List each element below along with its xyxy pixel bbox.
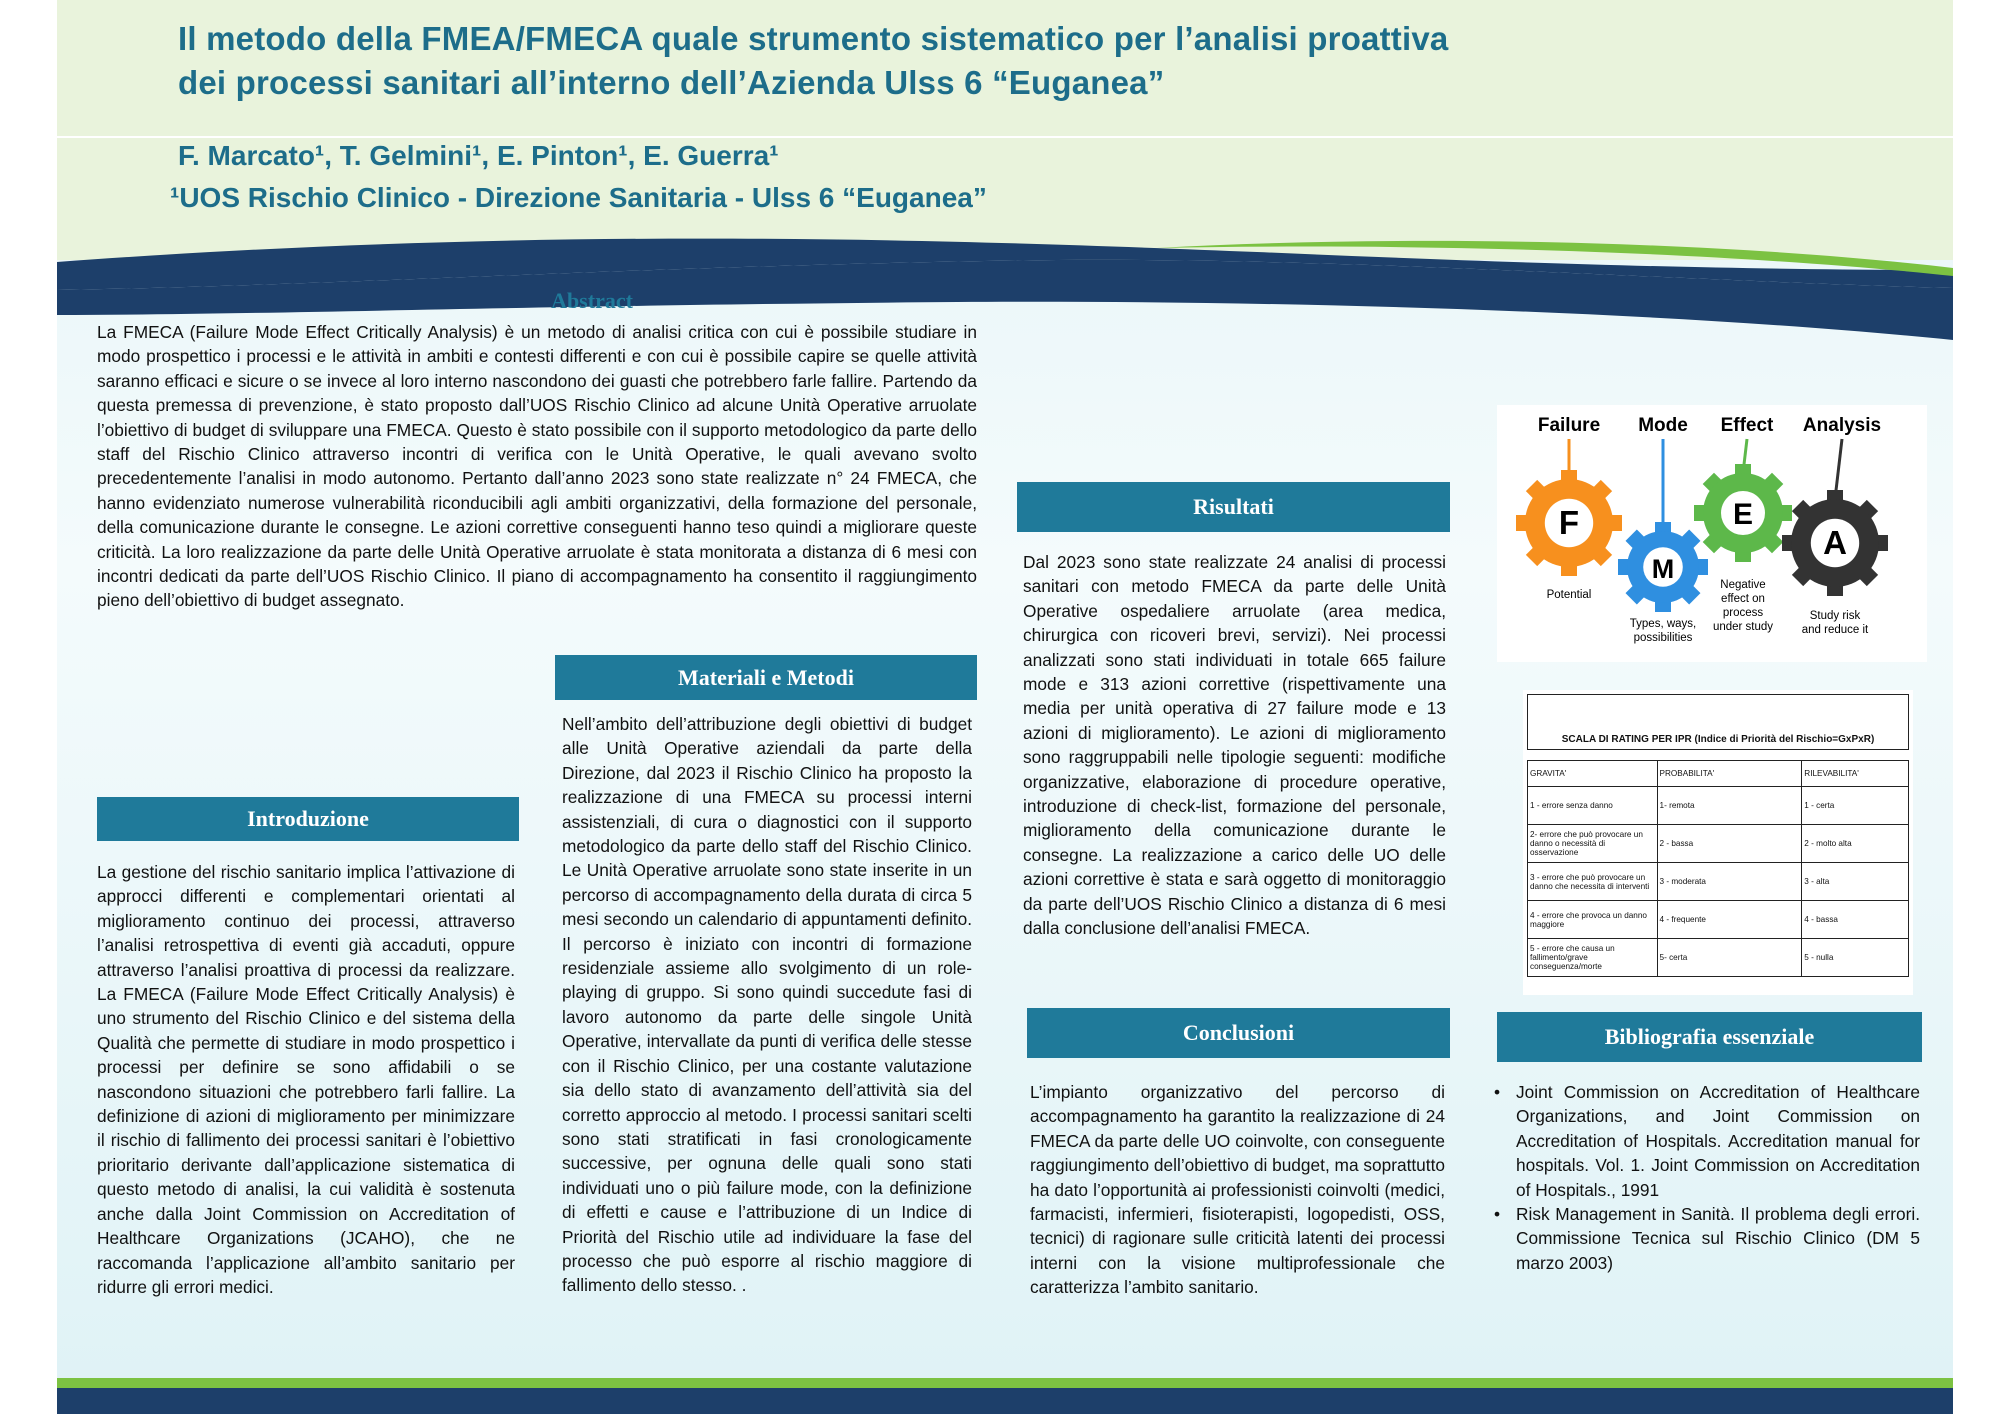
divider	[57, 136, 1953, 138]
table-row	[1528, 787, 1909, 825]
risultati-heading: Risultati	[1017, 482, 1450, 532]
cell: 1 - errore senza danno	[1528, 787, 1658, 825]
conclusioni-heading: Conclusioni	[1027, 1008, 1450, 1058]
gear-letter: M	[1651, 554, 1675, 584]
cell: 4 - errore che provoca un danno maggiore	[1528, 901, 1658, 939]
materiali-heading: Materiali e Metodi	[555, 655, 977, 700]
header	[57, 0, 1953, 260]
gear-title: Effect	[1720, 415, 1774, 436]
cell: 2 - bassa	[1657, 825, 1802, 863]
gear-caption: process	[1722, 607, 1764, 619]
header-cell: GRAVITA'	[1528, 761, 1658, 787]
gear-caption: effect on	[1721, 593, 1765, 605]
gear-caption: under study	[1712, 621, 1774, 633]
gear-letter: A	[1823, 524, 1847, 561]
bibliography-item: • Risk Management in Sanità. Il problema degli errori. Commissione Tecnica sul Rischio Clinico (DM 5 marzo 2003)	[1490, 1202, 1920, 1275]
authors: F. Marcato¹, T. Gelmini¹, E. Pinton¹, E. Guerra¹	[178, 140, 779, 171]
introduzione-text: La gestione del rischio sanitario implica l’attivazione di approcci differenti e complementari orientati al miglioramento continuo dei processi, attraverso l’analisi retrospettiva di eventi già accaduti, oppure attraverso l’analisi proattiva di processi da realizzare. La FMECA (Failure Mode Effect Critically Analysis) è uno strumento del Rischio Clinico e del sistema della Qualità che permette di studiare in modo prospettico i processi per definire se sono affidabili o se nascondono situazioni che potrebbero farli fallire. La definizione di azioni di miglioramento per minimizzare il rischio di fallimento dei processi sanitari è l’obiettivo prioritario derivante dall’applicazione sistematica di questo metodo di analisi, la cui validità è sostenuta anche dalla Joint Commission on Accreditation of Healthcare Organizations (JCAHO), che ne raccomanda l’applicazione all’ambito sanitario per ridurre gli errori medici.	[97, 862, 515, 1297]
header-cell: RILEVABILITA'	[1802, 761, 1909, 787]
table-row	[1528, 939, 1909, 977]
poster	[57, 0, 1953, 1414]
introduzione-heading: Introduzione	[97, 797, 519, 841]
cell: 5 - errore che causa un fallimento/grave conseguenza/morte	[1528, 939, 1658, 977]
cell: 5 - nulla	[1802, 939, 1909, 977]
bibliografia-heading: Bibliografia essenziale	[1497, 1012, 1922, 1062]
gear-title: Analysis	[1802, 415, 1882, 436]
gear-letter: F	[1558, 504, 1580, 541]
cell: 3 - alta	[1802, 863, 1909, 901]
gear-caption: Types, ways,	[1629, 618, 1697, 630]
gear-caption: possibilities	[1633, 632, 1693, 644]
risultati-text: Dal 2023 sono state realizzate 24 analisi di processi sanitari con metodo FMECA da parte delle Unità Operative ospedaliere arruolate (area medica, chirurgica con ricoveri brevi, servizi). Nei processi analizzati sono stati individuati in totale 665 failure mode e 313 azioni correttive (rispettivamente una media per unità operativa di 27 failure mode e 13 azioni di miglioramento). Le azioni di miglioramento sono raggruppabili nelle tipologie seguenti: modifiche organizzative, elaborazione di procedure operative, introduzione di check-list, formazione del personale, miglioramento della comunicazione durante le consegne. La realizzazione a carico delle UO delle azioni correttive è stata e sarà oggetto di monitoraggio da parte dell’UOS Rischio Clinico a distanza di 6 mesi dalla conclusione dell’analisi FMECA.	[1023, 552, 1446, 939]
cell: 4 - frequente	[1657, 901, 1802, 939]
cell: 3 - moderata	[1657, 863, 1802, 901]
cell: 1 - certa	[1802, 787, 1909, 825]
gear-letter: E	[1732, 498, 1754, 531]
cell: 1- remota	[1657, 787, 1802, 825]
gear-title: Mode	[1638, 415, 1688, 436]
materiali-text: Nell’ambito dell’attribuzione degli obiettivi di budget alle Unità Operative aziendali da parte della Direzione, dal 2023 il Rischio Clinico ha proposto la realizzazione di una FMECA su processi interni assistenziali, di cura o diagnostici con il supporto metodologico da parte dello staff del Rischio Clinico. Le Unità Operative arruolate sono state inserite in un percorso di accompagnamento della durata di circa 5 mesi secondo un calendario di appuntamenti definito. Il percorso è iniziato con incontri di formazione residenziale assieme allo svolgimento di un role-playing di gruppo. Si sono quindi succedute fasi di lavoro autonomo da parte delle singole Unità Operative, intervallate da punti di verifica delle stesse con il Rischio Clinico, per una costante valutazione sia dello stato di avanzamento dell’attività sia del corretto approccio al metodo. I processi sanitari scelti sono stati stratificati in fasi cronologicamente successive, per ognuna delle quali sono stati individuati uno o più failure mode, con la definizione di effetti e cause e l’attribuzione di un Indice di Priorità del Rischio utile ad individuare la fase del processo che può esporre al rischio maggiore di fallimento dello stesso. .	[562, 714, 972, 1296]
fmea-graphic	[1497, 405, 1927, 662]
gear-caption: Study risk	[1809, 610, 1861, 622]
bibliografia-list	[1490, 1080, 1920, 1275]
rating-table-title: SCALA DI RATING PER IPR (Indice di Priorità del Rischio=GxPxR)	[1527, 694, 1909, 750]
table-row	[1528, 901, 1909, 939]
cell: 4 - bassa	[1802, 901, 1909, 939]
footer-stripe	[57, 1378, 1953, 1388]
title-line-1: Il metodo della FMEA/FMECA quale strumento sistematico per l’analisi proattiva	[178, 20, 1449, 57]
bibliography-item: • Joint Commission on Accreditation of Healthcare Organizations, and Joint Commission on Accreditation of Hospitals. Accreditation manual for hospitals. Vol. 1. Joint Commission on Accreditation of Hospitals., 1991	[1490, 1080, 1920, 1202]
cell: 2- errore che può provocare un danno o necessità di osservazione	[1528, 825, 1658, 863]
abstract-heading: Abstract	[551, 288, 633, 313]
title-line-2: dei processi sanitari all’interno dell’Azienda Ulss 6 “Euganea”	[178, 64, 1165, 101]
cell: 3 - errore che può provocare un danno che necessita di interventi	[1528, 863, 1658, 901]
header-cell: PROBABILITA'	[1657, 761, 1802, 787]
rating-table	[1523, 690, 1913, 995]
footer-band	[57, 1388, 1953, 1414]
gear-caption: Potential	[1546, 589, 1592, 601]
table-header-row	[1528, 761, 1909, 787]
gear-caption: Negative	[1720, 579, 1766, 591]
table-row	[1528, 863, 1909, 901]
cell: 5- certa	[1657, 939, 1802, 977]
table-row	[1528, 825, 1909, 863]
conclusioni-text: L’impianto organizzativo del percorso di accompagnamento ha garantito la realizzazione di 24 FMECA da parte delle UO coinvolte, con conseguente raggiungimento dell’obiettivo di budget, ma soprattutto ha dato l’opportunità ai professionisti coinvolti (medici, farmacisti, infermieri, fisioterapisti, logopedisti, OSS, tecnici) di ragionare sulle criticità latenti dei processi interni con la visione multiprofessionale che caratterizza l’ambito sanitario.	[1030, 1082, 1446, 1298]
gear-title: Failure	[1537, 415, 1601, 436]
gear-caption: and reduce it	[1801, 624, 1869, 636]
affiliation: ¹UOS Rischio Clinico - Direzione Sanitaria - Ulss 6 “Euganea”	[170, 182, 987, 213]
abstract-text: La FMECA (Failure Mode Effect Critically Analysis) è un metodo di analisi critica con cui è possibile studiare in modo prospettico i processi e le attività in ambiti e contesti differenti e con cui è possibile capire se quelle attività saranno efficaci e sicure o se invece al loro interno nascondono dei guasti che potrebbero farle fallire. Partendo da questa premessa di prevenzione, è stato proposto dall’UOS Rischio Clinico ad alcune Unità Operative arruolate l’obiettivo di budget di sviluppare una FMECA. Questo è stato possibile con il supporto metodologico da parte dello staff del Rischio Clinico attraverso incontri di verifica con le Unità Operative, le quali avevano svolto precedentemente l’analisi in modo autonomo. Pertanto dall’anno 2023 sono state realizzate n° 24 FMECA, che hanno evidenziato numerose vulnerabilità riconducibili agli ambiti organizzativi, della formazione del personale, della comunicazione durante le consegne. Le azioni correttive conseguenti hanno teso quindi a migliorare queste criticità. La loro realizzazione da parte delle Unità Operative arruolate è stata monitorata a distanza di 6 mesi con incontri dedicati da parte dell’UOS Rischio Clinico. Il piano di accompagnamento ha consentito il raggiungimento pieno dell’obiettivo di budget assegnato.	[97, 322, 977, 611]
cell: 2 - molto alta	[1802, 825, 1909, 863]
